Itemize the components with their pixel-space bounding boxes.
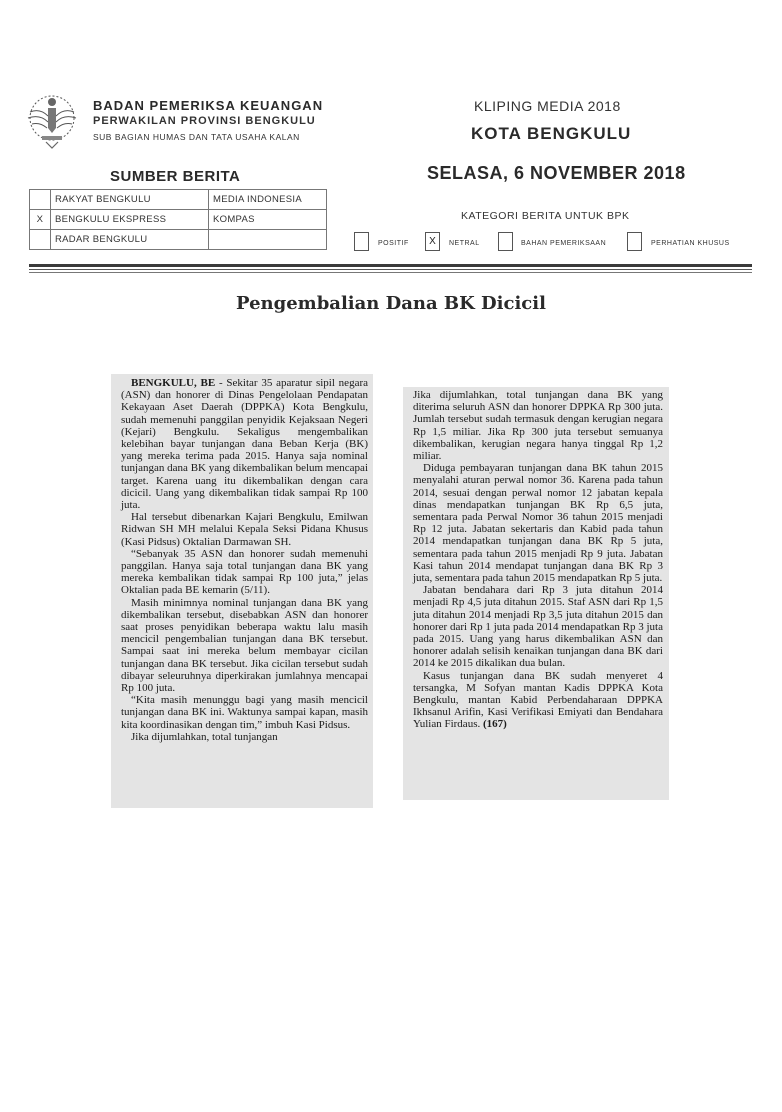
kliping-title: KLIPING MEDIA 2018 xyxy=(474,98,621,114)
article-dateline: BENGKULU, BE xyxy=(131,377,216,389)
article-paragraph: Jika dijumlahkan, total tunjangan xyxy=(131,730,278,743)
header-divider xyxy=(29,264,752,267)
source-mark xyxy=(30,230,51,250)
header-divider xyxy=(29,272,752,273)
city-title: KOTA BENGKULU xyxy=(471,124,632,143)
article-paragraph: “Sebanyak 35 ASN dan honorer sudah memenuhi panggilan. Hanya saja total tunjangan dana BK yang mereka kembalikan tidak sampai Rp 100 juta,” jelas Oktalian pada BE kemarin (5/11). xyxy=(121,547,368,597)
article-text: - Sekitar 35 aparatur sipil negara (ASN) dan honorer di Dinas Pengelolaan Pendapatan Kekayaan Aset Daerah (DPPKA) Kota Bengkulu, sudah memenuhi panggilan penyidik Kejaksaan Negeri (Kejari) Bengkulu. Sekaligus mengembalikan kelebihan bayar tunjangan dana Beban Kerja (BK) yang mereka terima pada 2015. Hanya saja nominal tunjangan dana BK yang dikembalikan belum mencapai target. Karena uang itu dikembalikan dengan cara dicicil. Uang yang dikembalikan tidak sampai Rp 100 juta. xyxy=(121,377,368,512)
article-paragraph: Masih minimnya nominal tunjangan dana BK yang dikembalikan tersebut, disebabkan ASN dan honorer saat proses penyidikan beberapa waktu lalu masih mencicil pengembalian tunjangan dana BK tersebut. Sampai saat ini mereka belum membayar cicilan tunjangan dana BK tersebut. Jika cicilan tersebut sudah dibayar seleuruhnya diperkirakan jumlahnya mencapai Rp 100 juta. xyxy=(121,596,368,695)
date-heading: SELASA, 6 NOVEMBER 2018 xyxy=(427,163,686,183)
bpk-emblem-icon xyxy=(22,88,82,152)
source-mark: X xyxy=(30,210,51,230)
source-name: BENGKULU EKSPRESS xyxy=(51,210,209,230)
source-name: RAKYAT BENGKULU xyxy=(51,190,209,210)
article-paragraph: Diduga pembayaran tunjangan dana BK tahun 2015 menyalahi aturan perwal nomor 36. Karena pada tahun 2014, sesuai dengan perwal nomor 12 jabatan kepala dinas mendapatkan tunjangan BK Rp 6,5 juta, sementara pada Perwal Nomor 36 tahun 2015 menjadi Rp 12 juta. Jabatan sekertaris dan Kabid pada tahun 2014 mendapatkan tunjangan dana BK Rp 5 juta, sementara pada tahun 2015 menjadi Rp 9 juta. Jabatan Kasi tahun 2014 mendapat tunjangan dana BK Rp 3 juta, sementara pada tahun 2015 mendapatkan Rp 5 juta. xyxy=(413,462,663,585)
category-bahan-label: BAHAN PEMERIKSAAN xyxy=(521,240,607,247)
article-paragraph xyxy=(121,377,368,511)
source-row xyxy=(30,230,327,250)
source-heading: SUMBER BERITA xyxy=(110,168,241,185)
category-khusus-label: PERHATIAN KHUSUS xyxy=(651,240,730,247)
article-code: (167) xyxy=(480,718,507,731)
org-subdivision: SUB BAGIAN HUMAS DAN TATA USAHA KALAN xyxy=(93,132,300,142)
category-bahan-checkbox[interactable] xyxy=(498,232,513,251)
category-heading: KATEGORI BERITA UNTUK BPK xyxy=(461,210,630,222)
source-mark xyxy=(30,190,51,210)
source-name: RADAR BENGKULU xyxy=(51,230,209,250)
article-paragraph xyxy=(413,670,663,731)
category-positif-label: POSITIF xyxy=(378,240,409,247)
org-branch: PERWAKILAN PROVINSI BENGKULU xyxy=(93,115,316,127)
source-table xyxy=(29,189,327,250)
org-name: BADAN PEMERIKSA KEUANGAN xyxy=(93,98,324,113)
article-title: Pengembalian Dana BK Dicicil xyxy=(236,293,546,314)
source-row xyxy=(30,210,327,230)
article-paragraph: Jika dijumlahkan, total tunjangan dana BK yang diterima seluruh ASN dan honorer DPPKA Rp 300 juta. Jumlah tersebut sudah termasuk dengan kerugian negara Rp 1,5 miliar. Jika Rp 300 juta tersebut semuanya dikembalikan, kerugian negara hanya tinggal Rp 1,2 miliar. xyxy=(413,389,663,463)
article-column-1 xyxy=(111,374,373,808)
category-netral-label: NETRAL xyxy=(449,240,480,247)
category-positif-checkbox[interactable] xyxy=(354,232,369,251)
article-column-2 xyxy=(403,387,669,800)
article-text: Kasus tunjangan dana BK sudah menyeret 4 tersangka, M Sofyan mantan Kadis DPPKA Kota Bengkulu, mantan Kabid Perbendaharaan DPPKA Ikhsanul Arifin, Kasi Verifikasi Emiyati dan Bendahara Yulian Firdaus. xyxy=(413,669,663,731)
header-divider xyxy=(29,269,752,270)
article-paragraph: Hal tersebut dibenarkan Kajari Bengkulu, Emilwan Ridwan SH MH melalui Kepala Seksi Pidana Khusus (Kasi Pidsus) Oktalian Darmawan SH. xyxy=(121,511,368,548)
category-netral-checkbox[interactable]: X xyxy=(425,232,440,251)
category-khusus-checkbox[interactable] xyxy=(627,232,642,251)
source-name xyxy=(209,230,327,250)
article-paragraph: “Kita masih menunggu bagi yang masih mencicil tunjangan dana BK ini. Waktunya sampai kapan, masih kita koordinasikan dengan tim,” imbuh Kasi Pidsus. xyxy=(121,694,368,731)
source-name: MEDIA INDONESIA xyxy=(209,190,327,210)
source-name: KOMPAS xyxy=(209,210,327,230)
source-row xyxy=(30,190,327,210)
article-paragraph: Jabatan bendahara dari Rp 3 juta ditahun 2014 menjadi Rp 4,5 juta ditahun 2015. Staf ASN dari Rp 1,5 juta ditahun 2014 menjadi Rp 3,5 juta ditahun 2015 dan honorer dari Rp 1 juta pada 2014 mendapatkan Rp 3 juta pada 2015. Uang yang harus dikembalikan ASN dan honorer adalah selisih kenaikan tunjangan dana BK dari 2014 ke 2015 dikalikan dua bulan. xyxy=(413,584,663,670)
